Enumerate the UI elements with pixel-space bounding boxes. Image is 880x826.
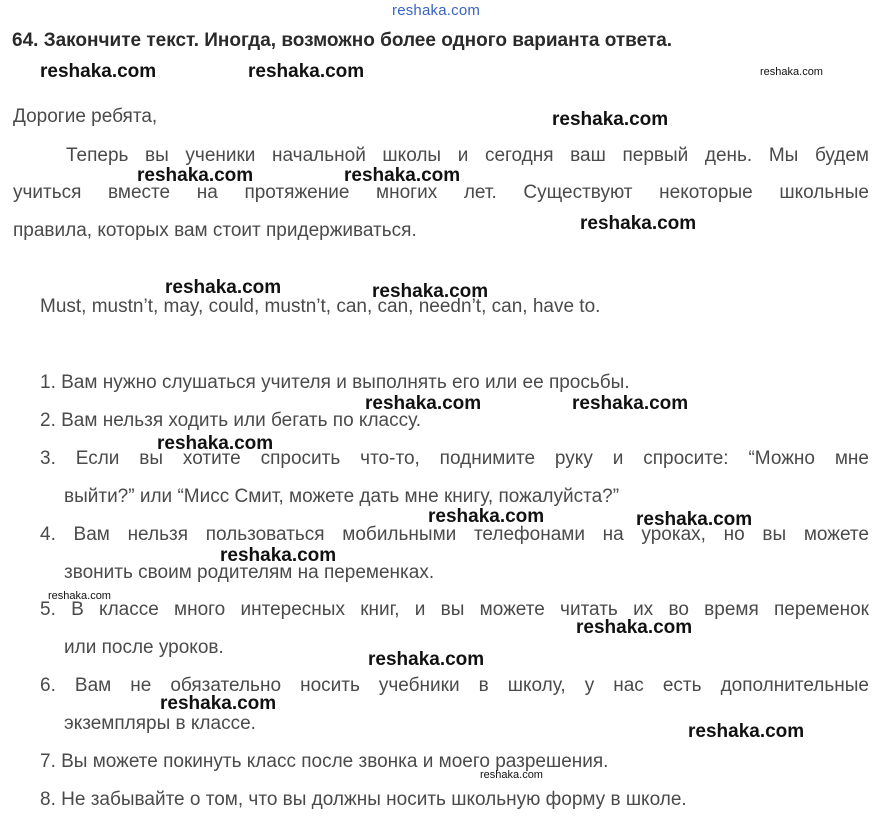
watermark: reshaka.com bbox=[572, 393, 689, 414]
watermark: reshaka.com bbox=[48, 590, 111, 602]
list-item-3-line-1: 3. Если вы хотите спросить что-то, поднимите руку и спросите: “Можно мне bbox=[40, 448, 869, 469]
letter-paragraph-line-2: учиться вместе на протяжение многих лет. Существуют некоторые школьные bbox=[13, 182, 869, 203]
letter-paragraph-line-3: правила, которых вам стоит придерживаться. bbox=[13, 220, 417, 241]
list-item-6-line-2: экземпляры в классе. bbox=[64, 713, 256, 734]
list-item-3-line-2: выйти?” или “Мисс Смит, можете дать мне книгу, пожалуйста?” bbox=[64, 486, 620, 507]
list-item-4-line-1: 4. Вам нельзя пользоваться мобильными телефонами на уроках, но вы можете bbox=[40, 524, 869, 545]
list-item-6-line-1: 6. Вам не обязательно носить учебники в школу, у нас есть дополнительные bbox=[40, 675, 869, 696]
watermark: reshaka.com bbox=[372, 281, 489, 302]
letter-paragraph-line-1: Теперь вы ученики начальной школы и сегодня ваш первый день. Мы будем bbox=[66, 145, 869, 166]
watermark: reshaka.com bbox=[368, 649, 485, 670]
list-item-5-line-2: или после уроков. bbox=[64, 637, 224, 658]
watermark: reshaka.com bbox=[760, 66, 823, 78]
list-item-4-line-2: звонить своим родителям на переменках. bbox=[64, 562, 435, 583]
word-bank: Must, mustn’t, may, could, mustn’t, can, can, needn’t, can, have to. bbox=[40, 296, 601, 317]
letter-greeting: Дорогие ребята, bbox=[13, 106, 158, 127]
watermark: reshaka.com bbox=[365, 393, 482, 414]
list-item-7: 7. Вы можете покинуть класс после звонка и моего разрешения. bbox=[40, 751, 609, 772]
watermark: reshaka.com bbox=[480, 769, 543, 781]
watermark: reshaka.com bbox=[552, 109, 669, 130]
task-title: 64. Закончите текст. Иногда, возможно более одного варианта ответа. bbox=[12, 30, 673, 51]
watermark: reshaka.com bbox=[580, 213, 697, 234]
watermark: reshaka.com bbox=[165, 277, 282, 298]
watermark: reshaka.com bbox=[576, 617, 693, 638]
list-item-8: 8. Не забывайте о том, что вы должны носить школьную форму в школе. bbox=[40, 789, 687, 810]
watermark: reshaka.com bbox=[344, 165, 461, 186]
watermark: reshaka.com bbox=[137, 165, 254, 186]
list-item-1: 1. Вам нужно слушаться учителя и выполнять его или ее просьбы. bbox=[40, 372, 630, 393]
watermark: reshaka.com bbox=[248, 61, 365, 82]
watermark-top: reshaka.com bbox=[392, 2, 481, 19]
watermark: reshaka.com bbox=[160, 693, 277, 714]
watermark: reshaka.com bbox=[157, 433, 274, 454]
list-item-2: 2. Вам нельзя ходить или бегать по классу. bbox=[40, 410, 421, 431]
watermark: reshaka.com bbox=[220, 545, 337, 566]
list-item-5-line-1: 5. В классе много интересных книг, и вы можете читать их во время переменок bbox=[40, 599, 869, 620]
watermark: reshaka.com bbox=[636, 509, 753, 530]
watermark: reshaka.com bbox=[688, 721, 805, 742]
watermark: reshaka.com bbox=[428, 506, 545, 527]
watermark: reshaka.com bbox=[40, 61, 157, 82]
